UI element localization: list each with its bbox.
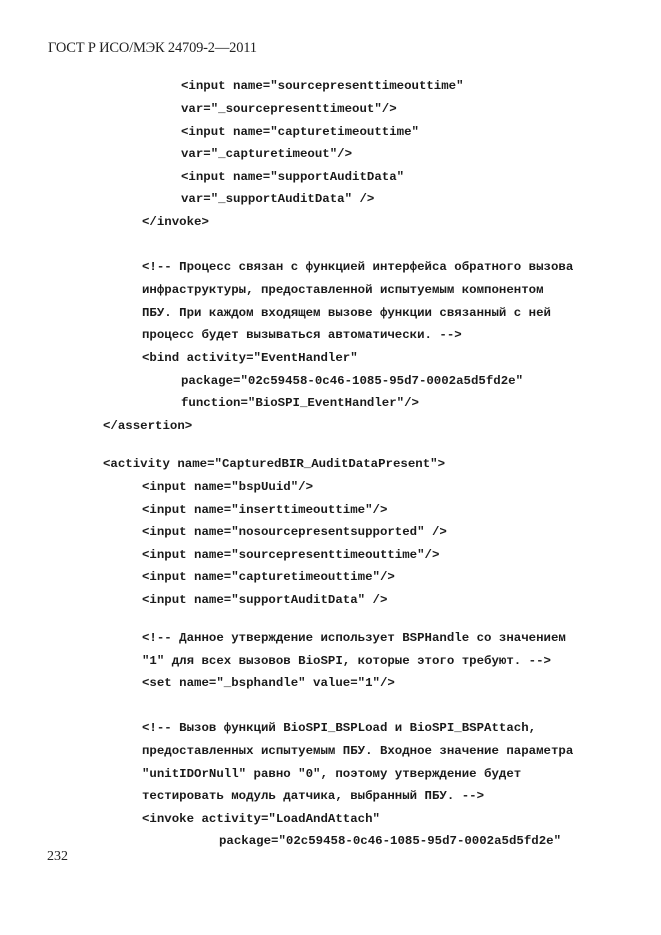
code-line: <!-- Процесс связан с функцией интерфейса обратного вызова — [142, 260, 574, 274]
code-line: <set name="_bsphandle" value="1"/> — [142, 676, 395, 690]
code-line: <!-- Вызов функций BioSPI_BSPLoad и BioSPI_BSPAttach, — [142, 721, 537, 735]
code-line: <bind activity="EventHandler" — [142, 351, 358, 365]
code-line: </invoke> — [142, 215, 209, 229]
code-line: <input name="sourcepresenttimeouttime" — [181, 79, 464, 93]
code-line: "unitIDOrNull" равно "0", поэтому утверждение будет — [142, 767, 522, 781]
document-header: ГОСТ Р ИСО/МЭК 24709-2—2011 — [48, 40, 257, 56]
code-line: <!-- Данное утверждение использует BSPHandle со значением — [142, 631, 566, 645]
code-line: <input name="bspUuid"/> — [142, 480, 314, 494]
code-line: тестировать модуль датчика, выбранный ПБУ. --> — [142, 789, 485, 803]
code-line: "1" для всех вызовов BioSPI, которые этого требуют. --> — [142, 654, 551, 668]
code-line: <input name="inserttimeouttime"/> — [142, 503, 388, 517]
code-line: var="_supportAuditData" /> — [181, 192, 375, 206]
code-line: <invoke activity="LoadAndAttach" — [142, 812, 380, 826]
code-line: предоставленных испытуемым ПБУ. Входное значение параметра — [142, 744, 574, 758]
code-line: package="02c59458-0c46-1085-95d7-0002a5d5fd2e" — [219, 834, 562, 848]
page-number: 232 — [47, 849, 68, 864]
code-line: var="_capturetimeout"/> — [181, 147, 353, 161]
code-line: var="_sourcepresenttimeout"/> — [181, 102, 397, 116]
code-line: ПБУ. При каждом входящем вызове функции связанный с ней — [142, 306, 551, 320]
code-line: инфраструктуры, предоставленной испытуемым компонентом — [142, 283, 544, 297]
code-line: function="BioSPI_EventHandler"/> — [181, 396, 419, 410]
code-line: <input name="capturetimeouttime"/> — [142, 570, 395, 584]
code-line: <input name="capturetimeouttime" — [181, 125, 419, 139]
code-line: <input name="nosourcepresentsupported" /> — [142, 525, 447, 539]
code-line: процесс будет вызываться автоматически. --> — [142, 328, 462, 342]
code-line: <input name="sourcepresenttimeouttime"/> — [142, 548, 440, 562]
code-line: <activity name="CapturedBIR_AuditDataPresent"> — [103, 457, 446, 471]
code-line: <input name="supportAuditData" — [181, 170, 405, 184]
code-line: <input name="supportAuditData" /> — [142, 593, 388, 607]
code-line: package="02c59458-0c46-1085-95d7-0002a5d5fd2e" — [181, 374, 524, 388]
code-line: </assertion> — [103, 419, 193, 433]
